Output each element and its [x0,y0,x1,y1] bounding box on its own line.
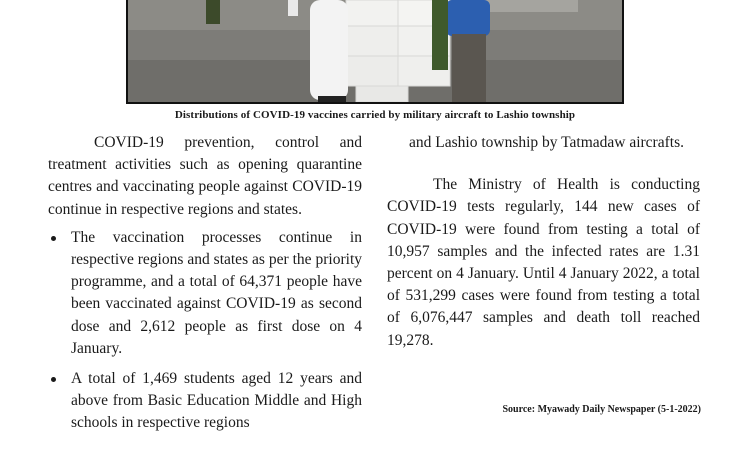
bullet-icon [51,236,56,241]
testing-paragraph: The Ministry of Health is conducting COVID-19 tests regularly, 144 new cases of COVID-19 were found from testing a total of 10,957 samples and the infected rates are 1.31 percent on 4 January. Until 4 January 2022, a total of 531,299 cases were found from testing a total of 6,076,447 samples and death toll reached 19,278. [387,176,700,349]
bullet-icon [51,377,56,382]
left-column [48,132,362,443]
bullet-text: A total of 1,469 students aged 12 years and above from Basic Education Middle and High schools in respective regions [71,370,362,432]
list-item [71,227,362,360]
vaccine-shipment-photo [126,0,624,104]
right-column [387,132,700,352]
intro-paragraph: COVID-19 prevention, control and treatment activities such as opening quarantine centres and vaccinating people against COVID-19 continue in respective regions and states. [48,134,362,218]
photo-scene [128,0,624,104]
bullet-text: The vaccination processes continue in respective regions and states as per the priority programme, and a total of 64,371 people have been vaccinated against COVID-19 as second dose and 2,612 people as first dose on 4 January. [71,228,362,357]
continuation-paragraph: and Lashio township by Tatmadaw aircrafts. [409,134,684,151]
bullet-list [48,227,362,435]
source-credit: Source: Myawady Daily Newspaper (5-1-2022) [502,404,701,415]
list-item [71,368,362,435]
photo-caption: Distributions of COVID-19 vaccines carried by military aircraft to Lashio township [174,109,576,121]
